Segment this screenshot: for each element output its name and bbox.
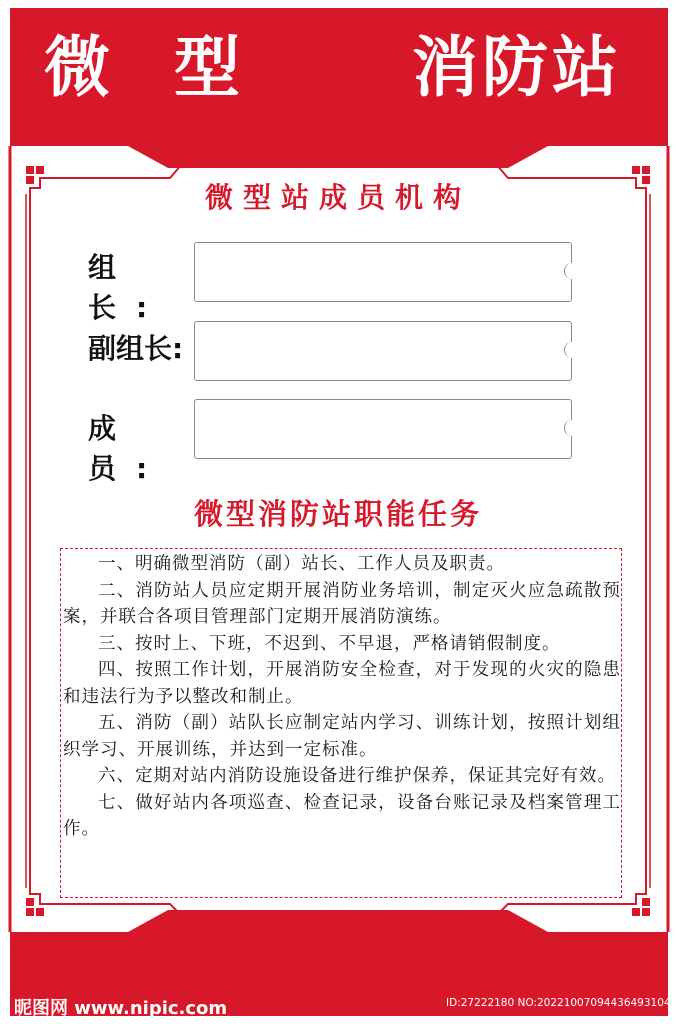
duty-item: 一、明确微型消防（副）站长、工作人员及职责。 — [98, 554, 505, 574]
field-box-leader[interactable] — [194, 242, 572, 302]
title-left: 微型 — [44, 29, 304, 106]
corner-ornament-bottom-right — [632, 898, 650, 916]
field-box-members[interactable] — [194, 399, 572, 459]
field-label-leader: 组长: — [88, 251, 148, 324]
field-label-members: 成员: — [88, 412, 148, 485]
duty-item: 七、做好站内各项巡查、检查记录，设备台账记录及档案管理工作。 — [63, 792, 621, 839]
duties-list — [60, 548, 622, 898]
watermark-id: ID:27222180 NO:20221007094436493104 — [446, 997, 671, 1009]
watermark-site: 昵图网 www.nipic.com — [14, 998, 228, 1019]
field-box-deputy[interactable] — [194, 321, 572, 381]
duty-item: 三、按时上、下班，不迟到、不早退，严格请销假制度。 — [98, 633, 561, 654]
title-right: 消防站 — [412, 29, 622, 106]
duty-item: 四、按照工作计划，开展消防安全检查，对于发现的火灾的隐患和违法行为予以整改和制止。 — [63, 660, 621, 707]
duty-item: 二、消防站人员应定期开展消防业务培训，制定灭火应急疏散预案，并联合各项目管理部门定期开展消防演练。 — [63, 580, 621, 627]
field-label-deputy: 副组长: — [88, 332, 184, 365]
duty-item: 六、定期对站内消防设施设备进行维护保养，保证其完好有效。 — [98, 766, 616, 786]
duties-heading: 微型消防站职能任务 — [193, 497, 482, 531]
corner-ornament-bottom-left — [26, 898, 44, 916]
members-heading: 微型站成员机构 — [204, 181, 471, 214]
duty-item: 五、消防（副）站队长应制定站内学习、训练计划，按照计划组织学习、开展训练，并达到一定标准。 — [63, 713, 621, 760]
